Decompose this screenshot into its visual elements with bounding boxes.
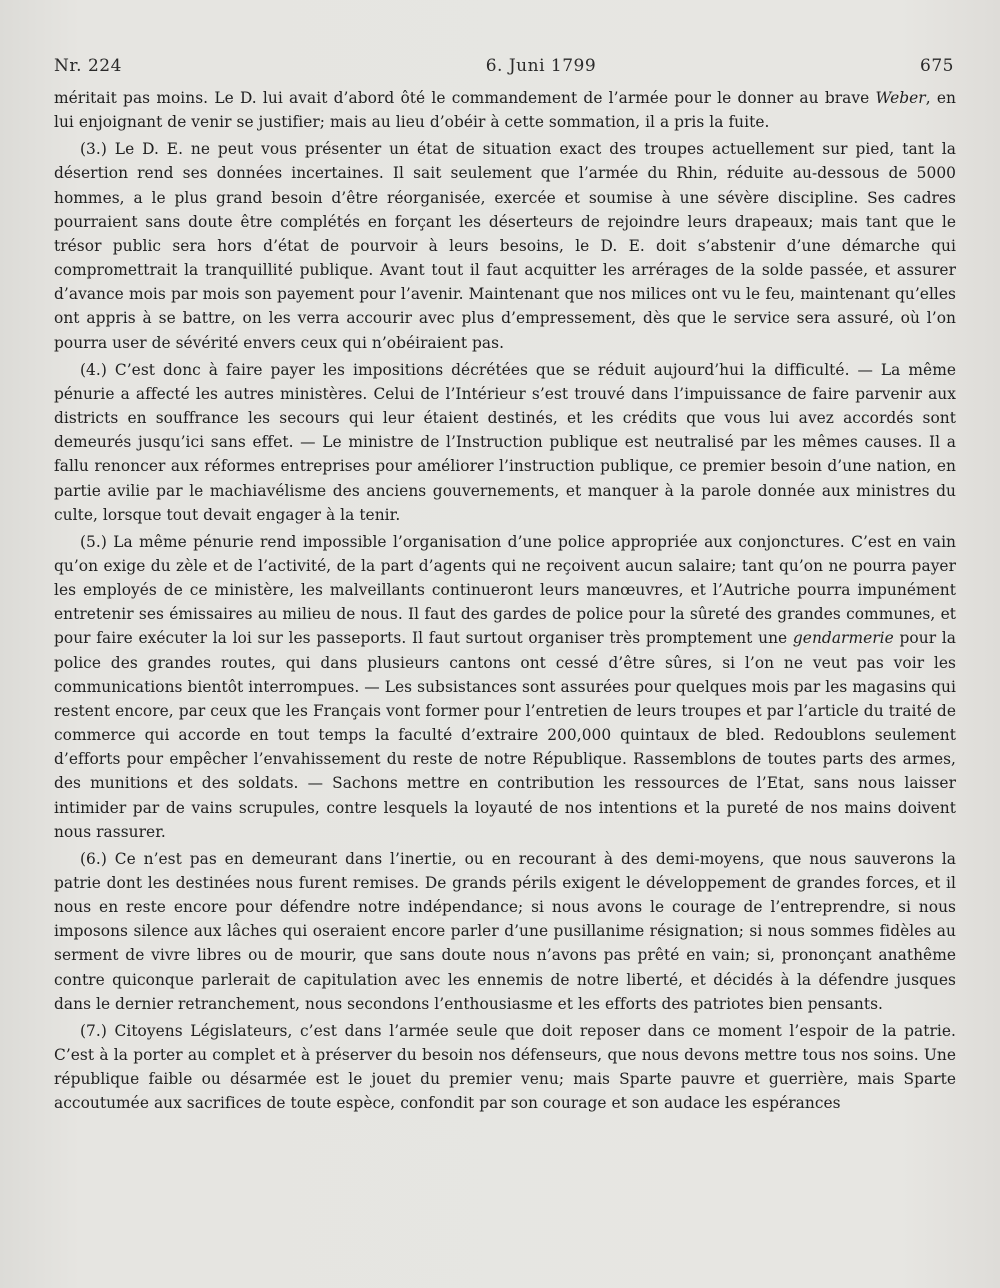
paragraph-text: Ce n’est pas en demeurant dans l’inertie, ou en recourant à des demi-moyens, que nous sauverons la patrie dont les destinées nous furent remises. De grands périls exigent le développement de grandes forces, et il nous en reste encore pour défendre notre indépendance; si nous avons le courage de l’entreprendre, si nous imposons silence aux lâches qui oseraient encore parler d’une pusillanime résignation; si nous sommes fidèles au serment de vivre libres ou de mourir, que sans doute nous n’avons pas prêté en vain; si, prononçant anathême contre quiconque parlerait de capitulation avec les ennemis de notre liberté, et décidés à la défendre jusques dans le dernier retranchement, nous secondons l’enthousiasme et les efforts des patriotes bien pensants.	[54, 849, 956, 1013]
paragraph-continuation	[54, 86, 956, 134]
paragraph-7	[54, 1019, 956, 1116]
paragraph-6	[54, 847, 956, 1016]
paragraph-5	[54, 530, 956, 844]
paragraph-number: (6.)	[80, 849, 107, 868]
paragraph-text: C’est donc à faire payer les impositions décrétées que se réduit aujourd’hui la difficulté. — La même pénurie a affecté les autres ministères. Celui de l’Intérieur s’est trouvé dans l’impuissance de faire parvenir aux districts en souffrance les secours qui leur étaient destinés, et les crédits que vous lui avez accordés sont demeurés jusqu’ici sans effet. — Le ministre de l’Instruction publique est neutralisé par les mêmes causes. Il a fallu renoncer aux réformes entreprises pour améliorer l’instruction publique, ce premier besoin d’une nation, en partie avilie par le machiavélisme des anciens gouvernements, et manquer à la parole donnée aux ministres du culte, lorsque tout devait engager à la tenir.	[54, 360, 956, 524]
paragraph-number: (4.)	[80, 360, 107, 379]
paragraph-3	[54, 137, 956, 354]
paragraph-4	[54, 358, 956, 527]
paragraph-text: méritait pas moins. Le D. lui avait d’abord ôté le commandement de l’armée pour le donner au brave	[54, 89, 876, 107]
italic-term: gendarmerie	[792, 629, 894, 648]
paragraph-text: Le D. E. ne peut vous présenter un état de situation exact des troupes actuellement sur pied, tant la désertion rend ses données incertaines. Il sait seulement que l’armée du Rhin, réduite au-dessous de 5000 hommes, a le plus grand besoin d’être réorganisée, exercée et soumise à une sévère discipline. Ses cadres pourraient sans doute être complétés en forçant les déserteurs de rejoindre leurs drapeaux; mais tant que le trésor public sera hors d’état de pourvoir à leurs besoins, le D. E. doit s’abstenir d’une démarche qui compromettrait la tranquillité publique. Avant tout il faut acquitter les arrérages de la solde passée, et assurer d’avance mois par mois son payement pour l’avenir. Maintenant que nos milices ont vu le feu, maintenant qu’elles ont appris à se battre, on les verra accourir avec plus d’empressement, dès que le service sera assuré, où l’on pourra user de sévérité envers ceux qui n’obéiraient pas.	[54, 140, 956, 352]
document-number: Nr. 224	[54, 56, 122, 76]
body-text	[54, 86, 956, 1116]
page-number: 675	[920, 56, 954, 76]
paragraph-number: (3.)	[80, 140, 107, 159]
header-date: 6. Juni 1799	[485, 56, 597, 76]
italic-name: Weber	[875, 89, 926, 107]
paragraph-number: (7.)	[80, 1021, 107, 1040]
paragraph-text: La même pénurie rend impossible l’organisation d’une police appropriée aux conjonctures. C’est en vain qu’on exige du zèle et de l’activité, de la part d’agents qui ne reçoivent aucun salaire; tant qu’on ne pourra payer les employés de ce ministère, les malveillants continueront leurs manœuvres, et l’Autriche pourra impunément entretenir ses émissaires au milieu de nous. Il faut des gardes de police pour la sûreté des grandes communes, et pour faire exécuter la loi sur les passeports. Il faut surtout organiser très promptement une	[54, 532, 956, 648]
paragraph-text: , en lui enjoignant de venir se justifier; mais au lieu d’obéir à cette sommation, il a pris la fuite.	[54, 89, 956, 132]
running-header	[54, 56, 954, 76]
paragraph-number: (5.)	[80, 532, 107, 551]
paragraph-text: pour la police des grandes routes, qui dans plusieurs cantons ont cessé d’être sûres, si l’on ne veut pas voir les communications bientôt interrompues. — Les subsistances sont assurées pour quelques mois par les magasins qui restent encore, par ceux que les Français vont former pour l’entretien de leurs troupes et par l’article du traité de commerce qui accorde en tout temps la faculté d’extraire 200,000 quintaux de bled. Redoublons seulement d’efforts pour empêcher l’envahissement du reste de notre République. Rassemblons de toutes parts des armes, des munitions et des soldats. — Sachons mettre en contribution les ressources de l’Etat, sans nous laisser intimider par de vains scrupules, contre lesquels la loyauté de nos intentions et la pureté de nos mains doivent nous rassurer.	[54, 629, 956, 841]
paragraph-text: Citoyens Législateurs, c’est dans l’armée seule que doit reposer dans ce moment l’espoir de la patrie. C’est à la porter au complet et à préserver du besoin nos défenseurs, que nous devons mettre tous nos soins. Une république faible ou désarmée est le jouet du premier venu; mais Sparte pauvre et guerrière, mais Sparte accoutumée aux sacrifices de toute espèce, confondit par son courage et son audace les espérances	[54, 1021, 956, 1113]
